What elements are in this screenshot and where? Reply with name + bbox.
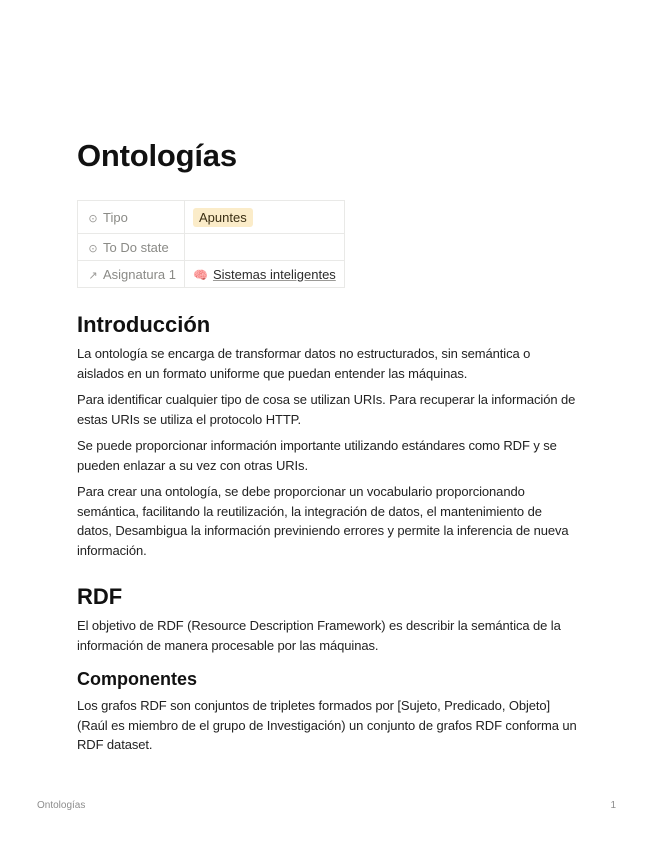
page-body	[77, 312, 577, 762]
paragraph: Para crear una ontología, se debe proporcionar un vocabulario proporcionando semántica, facilitando la reutilización, la integración de datos, el mantenimiento de datos, Desambigua la información previniendo errores y permite la inferencia de nueva información.	[77, 484, 569, 558]
property-value[interactable]	[185, 261, 345, 288]
footer-page-number: 1	[610, 800, 616, 811]
paragraph: Los grafos RDF son conjuntos de tripletes formados por [Sujeto, Predicado, Objeto] (Raúl es miembro de el grupo de Investigación) un conjunto de grafos RDF conforma un RDF dataset.	[77, 698, 577, 752]
section-heading-rdf: RDF	[77, 584, 123, 609]
subsection-heading-componentes: Componentes	[77, 669, 198, 689]
tag-badge[interactable]: Apuntes	[193, 208, 253, 227]
property-row-tipo	[78, 201, 345, 234]
paragraph: Se puede proporcionar información importante utilizando estándares como RDF y se pueden enlazar a su vez con otras URIs.	[77, 438, 557, 473]
property-label: Asignatura 1	[103, 266, 176, 282]
page-title: Ontologías	[77, 138, 237, 173]
section-heading-introduccion: Introducción	[77, 312, 211, 337]
property-label: To Do state	[103, 239, 169, 255]
relation-arrow-icon: ↗	[88, 269, 98, 282]
property-key[interactable]	[78, 234, 185, 261]
footer-title: Ontologías	[37, 800, 86, 811]
paragraph: Para identificar cualquier tipo de cosa se utilizan URIs. Para recuperar la información de estas URIs se utiliza el protocolo HTTP.	[77, 392, 576, 427]
property-key[interactable]	[78, 261, 185, 288]
property-value[interactable]	[185, 234, 345, 261]
brain-icon: 🧠	[193, 267, 208, 282]
property-row-todo-state	[78, 234, 345, 261]
property-value[interactable]	[185, 201, 345, 234]
paragraph: La ontología se encarga de transformar datos no estructurados, sin semántica o aislados en un formato uniforme que puedan entender las máquinas.	[77, 346, 531, 381]
property-label: Tipo	[103, 209, 128, 225]
relation-link[interactable]: Sistemas inteligentes	[212, 266, 336, 282]
property-key[interactable]	[78, 201, 185, 234]
properties-table	[77, 200, 345, 288]
dropdown-icon: ⊙	[88, 242, 98, 255]
paragraph: El objetivo de RDF (Resource Description Framework) es describir la semántica de la información de manera procesable por las máquinas.	[77, 618, 561, 653]
dropdown-icon: ⊙	[88, 212, 98, 225]
property-row-asignatura	[78, 261, 345, 288]
